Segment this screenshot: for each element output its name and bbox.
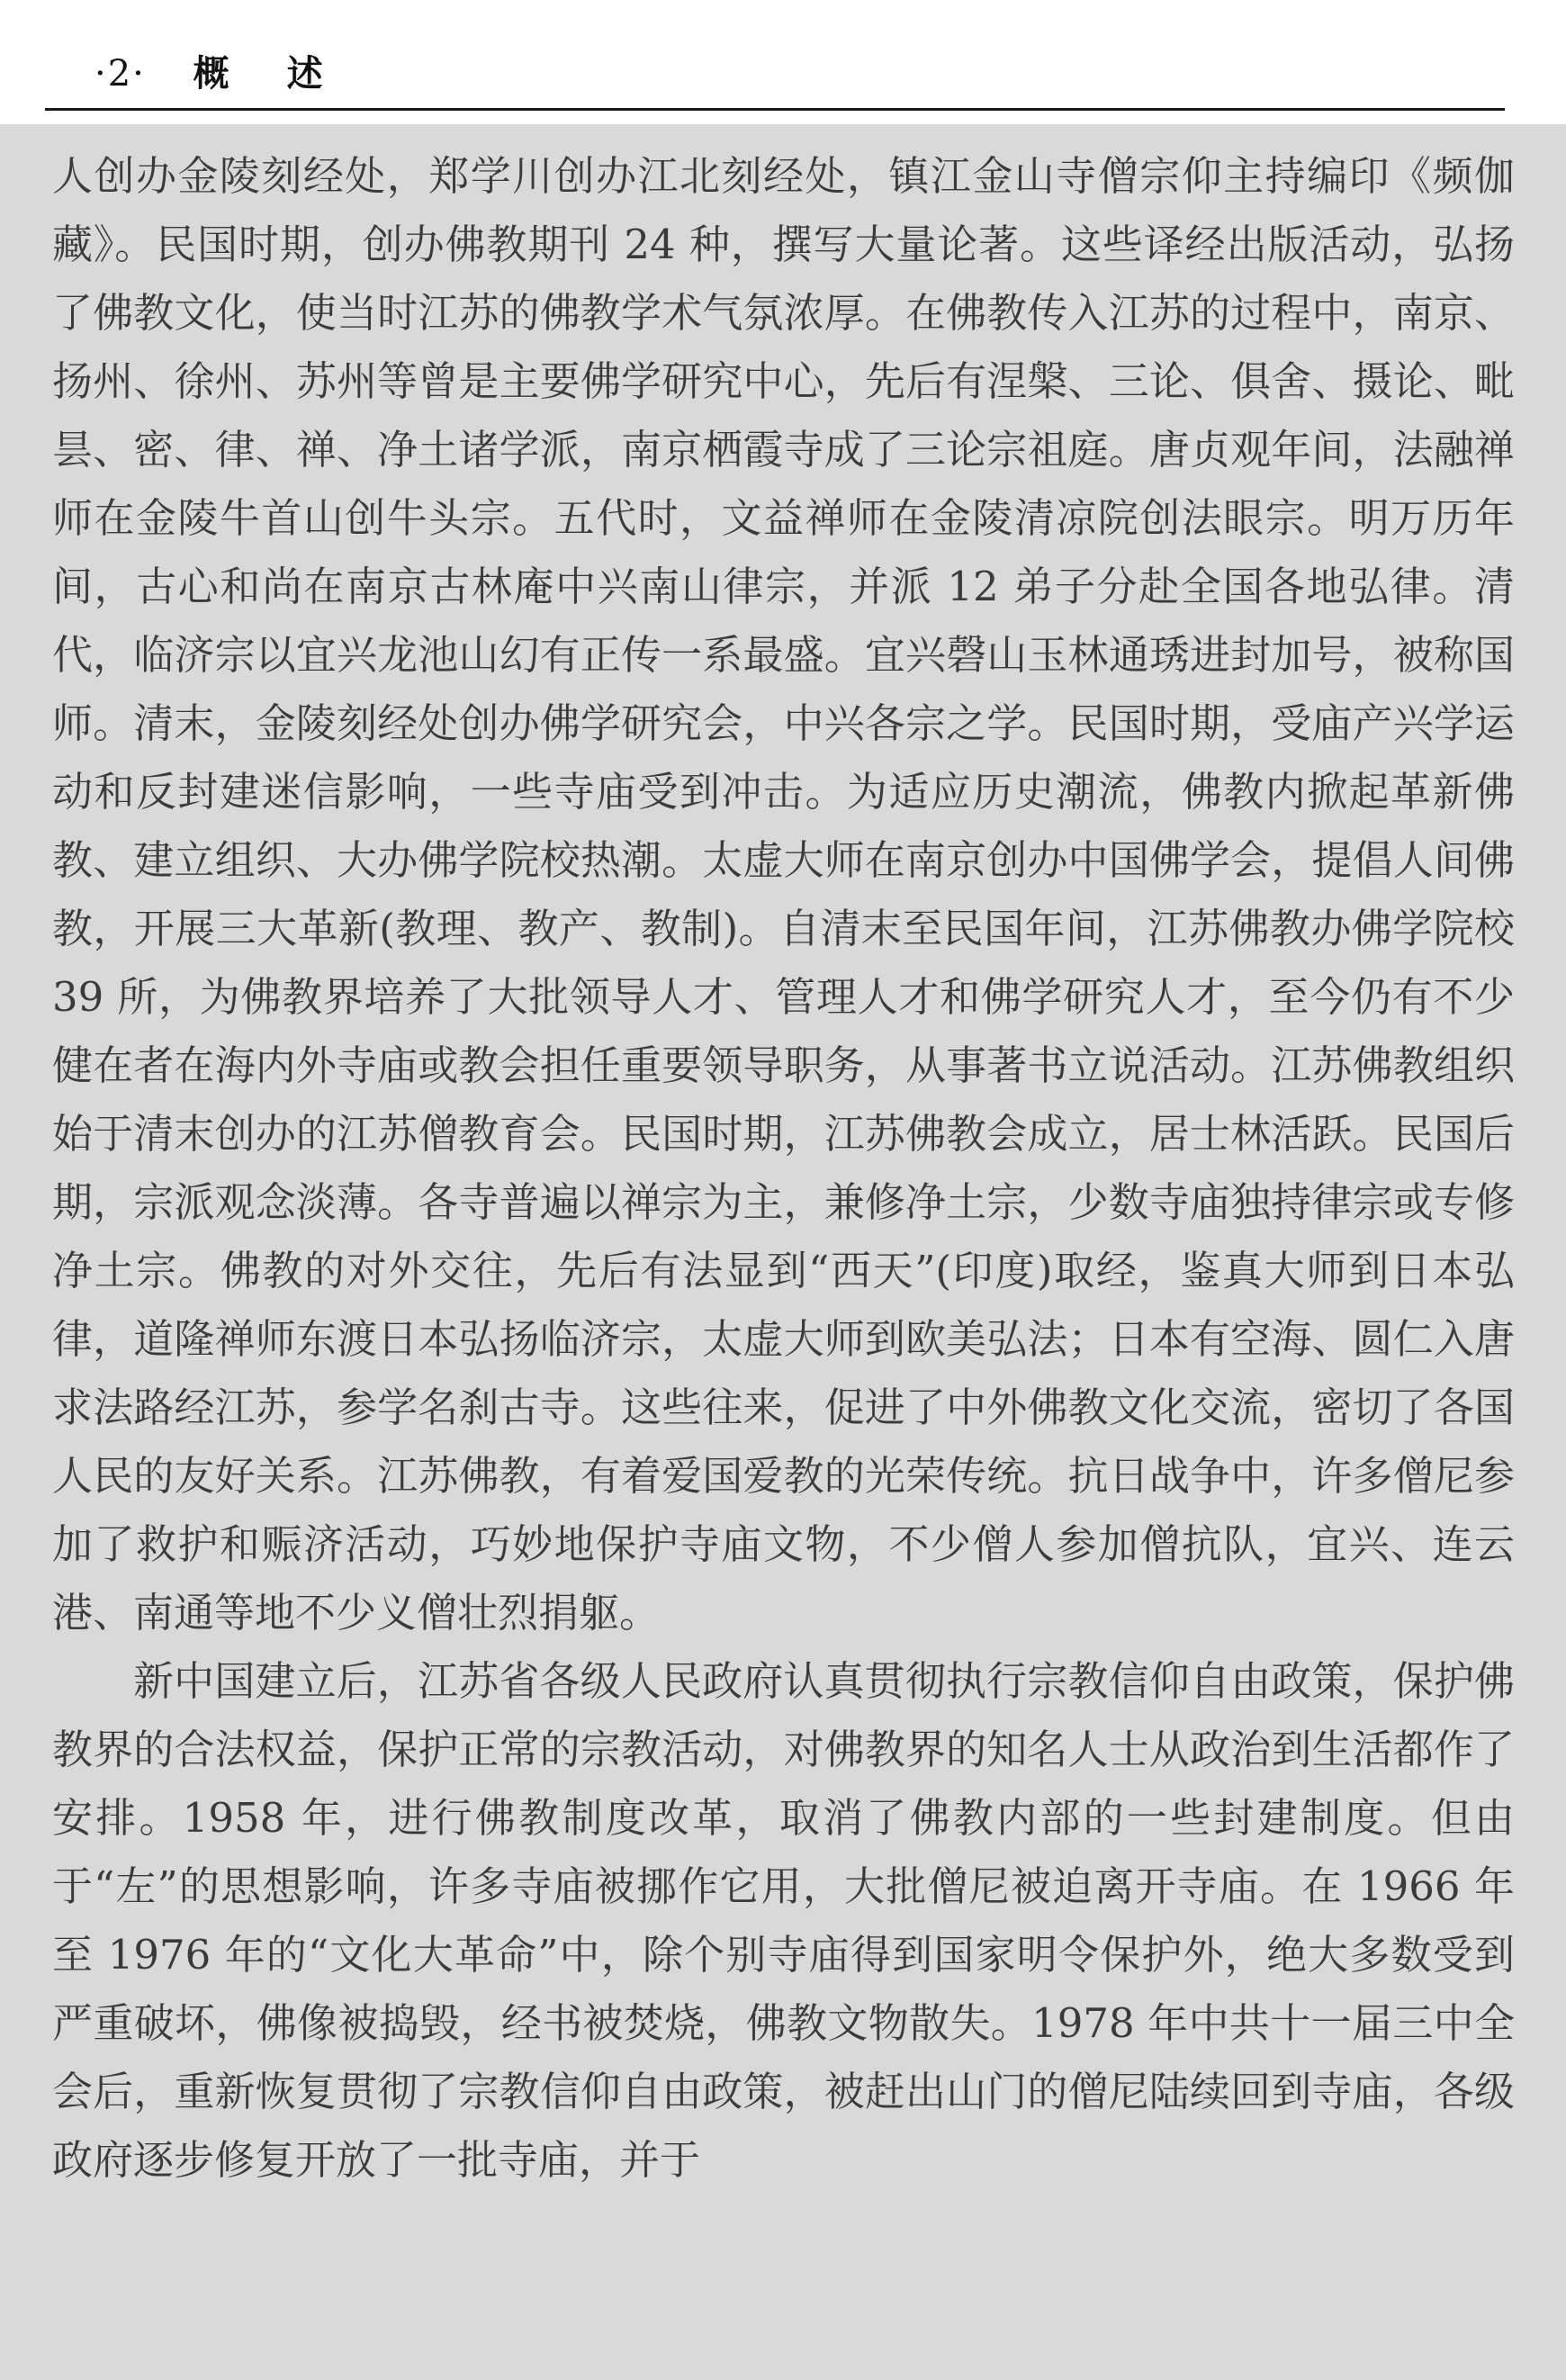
paragraph-continued: 人创办金陵刻经处，郑学川创办江北刻经处，镇江金山寺僧宗仰主持编印《频伽藏》。民国时期，创办佛教期刊 24 种，撰写大量论著。这些译经出版活动，弘扬了佛教文化，使当时江苏的佛教学术气氛浓厚。在佛教传入江苏的过程中，南京、扬州、徐州、苏州等曾是主要佛学研究中心，先后有涅槃、三论、俱舍、摄论、毗昙、密、律、禅、净土诸学派，南京栖霞寺成了三论宗祖庭。唐贞观年间，法融禅师在金陵牛首山创牛头宗。五代时，文益禅师在金陵清凉院创法眼宗。明万历年间，古心和尚在南京古林庵中兴南山律宗，并派 12 弟子分赴全国各地弘律。清代，临济宗以宜兴龙池山幻有正传一系最盛。宜兴磬山玉林通琇进封加号，被称国师。清末，金陵刻经处创办佛学研究会，中兴各宗之学。民国时期，受庙产兴学运动和反封建迷信影响，一些寺庙受到冲击。为适应历史潮流，佛教内掀起革新佛教、建立组织、大办佛学院校热潮。太虚大师在南京创办中国佛学会，提倡人间佛教，开展三大革新(教理、教产、教制)。自清末至民国年间，江苏佛教办佛学院校 39 所，为佛教界培养了大批领导人才、管理人才和佛学研究人才，至今仍有不少健在者在海内外寺庙或教会担任重要领导职务，从事著书立说活动。江苏佛教组织始于清末创办的江苏僧教育会。民国时期，江苏佛教会成立，居士林活跃。民国后期，宗派观念淡薄。各寺普遍以禅宗为主，兼修净土宗，少数寺庙独持律宗或专修净土宗。佛教的对外交往，先后有法显到“西天”(印度)取经，鉴真大师到日本弘律，道隆禅师东渡日本弘扬临济宗，太虚大师到欧美弘法；日本有空海、圆仁入唐求法路经江苏，参学名刹古寺。这些往来，促进了中外佛教文化交流，密切了各国人民的友好关系。江苏佛教，有着爱国爱教的光荣传统。抗日战争中，许多僧尼参加了救护和赈济活动，巧妙地保护寺庙文物，不少僧人参加僧抗队，宜兴、连云港、南通等地不少义僧壮烈捐躯。 [52,152,1515,1636]
page-number: ·2· [94,53,146,95]
page-header [0,0,1566,117]
body-text [52,142,1515,2195]
header-rule [45,108,1505,111]
paragraph-new: 新中国建立后，江苏省各级人民政府认真贯彻执行宗教信仰自由政策，保护佛教界的合法权益，保护正常的宗教活动，对佛教界的知名人士从政治到生活都作了安排。1958 年，进行佛教制度改革，取消了佛教内部的一些封建制度。但由于“左”的思想影响，许多寺庙被挪作它用，大批僧尼被迫离开寺庙。在 1966 年至 1976 年的“文化大革命”中，除个别寺庙得到国家明令保护外，绝大多数受到严重破坏，佛像被捣毁，经书被焚烧，佛教文物散失。1978 年中共十一届三中全会后，重新恢复贯彻了宗教信仰自由政策，被赶出山门的僧尼陆续回到寺庙，各级政府逐步修复开放了一批寺庙，并于 [52,1657,1515,2184]
section-title: 概述 [193,53,381,95]
running-head [94,47,381,101]
